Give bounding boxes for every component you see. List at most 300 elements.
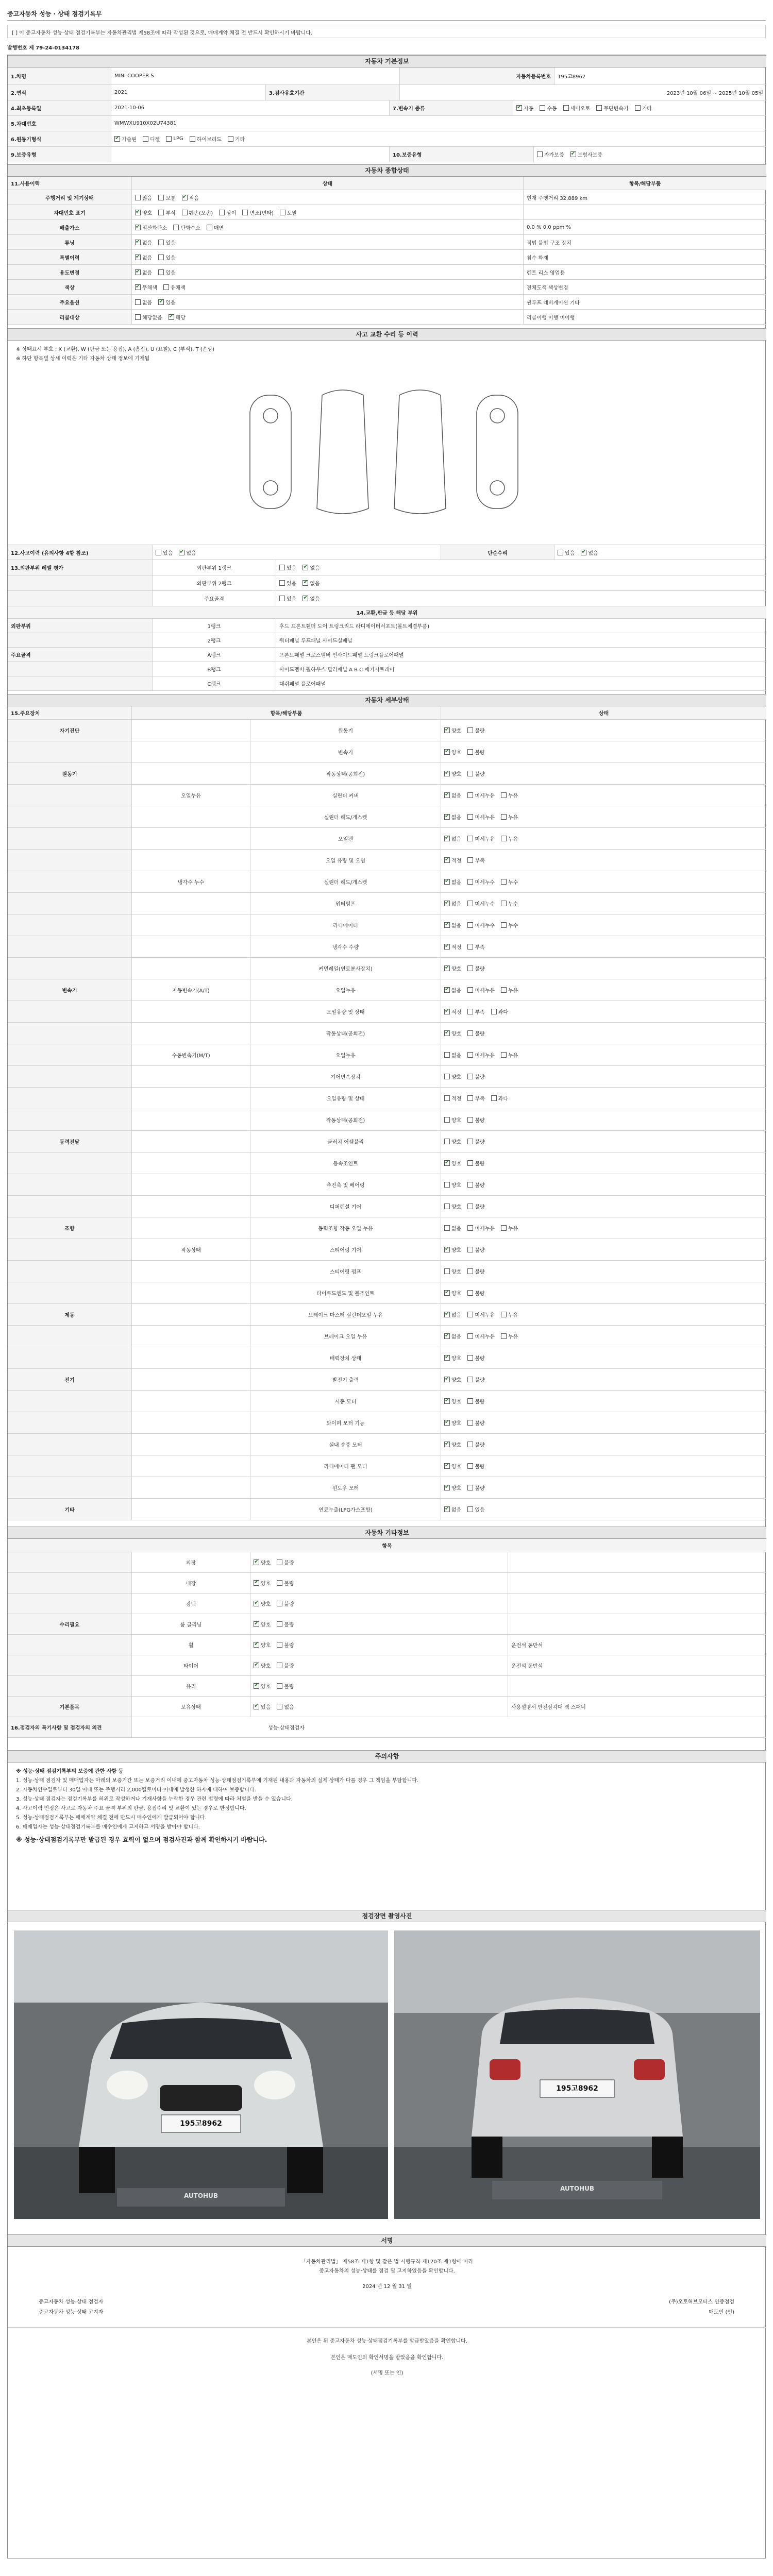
- checkbox-icon[interactable]: [444, 792, 450, 798]
- checkbox-option[interactable]: [501, 921, 518, 929]
- checkbox-icon[interactable]: [277, 1580, 282, 1586]
- checkbox-icon[interactable]: [303, 596, 308, 601]
- checkbox-icon[interactable]: [444, 1463, 450, 1469]
- checkbox-option[interactable]: [158, 194, 175, 201]
- checkbox-icon[interactable]: [158, 195, 164, 200]
- checkbox-option[interactable]: [467, 1462, 484, 1470]
- checkbox-icon[interactable]: [467, 857, 473, 863]
- checkbox-option[interactable]: [540, 104, 557, 112]
- checkbox-option[interactable]: [158, 298, 175, 306]
- checkbox-option[interactable]: [501, 791, 518, 799]
- checkbox-option[interactable]: [444, 1159, 461, 1167]
- checkbox-option[interactable]: [467, 1008, 484, 1015]
- checkbox-option[interactable]: [467, 1289, 484, 1297]
- checkbox-icon[interactable]: [444, 1074, 450, 1079]
- checkbox-option[interactable]: [135, 313, 162, 321]
- checkbox-option[interactable]: [467, 748, 484, 756]
- checkbox-icon[interactable]: [501, 901, 507, 906]
- checkbox-option[interactable]: [467, 921, 495, 929]
- checkbox-icon[interactable]: [444, 1355, 450, 1361]
- checkbox-option[interactable]: [444, 1202, 461, 1210]
- checkbox-option[interactable]: [467, 856, 484, 864]
- checkbox-option[interactable]: [537, 150, 564, 158]
- checkbox-icon[interactable]: [254, 1601, 259, 1606]
- checkbox-icon[interactable]: [501, 1333, 507, 1339]
- checkbox-icon[interactable]: [537, 151, 543, 157]
- checkbox-option[interactable]: [467, 1051, 495, 1059]
- checkbox-icon[interactable]: [444, 1312, 450, 1317]
- checkbox-icon[interactable]: [277, 1683, 282, 1689]
- checkbox-option[interactable]: [444, 1289, 461, 1297]
- checkbox-option[interactable]: [444, 1008, 461, 1015]
- checkbox-option[interactable]: [207, 224, 224, 231]
- checkbox-icon[interactable]: [467, 1117, 473, 1123]
- checkbox-icon[interactable]: [254, 1704, 259, 1709]
- checkbox-icon[interactable]: [444, 749, 450, 755]
- checkbox-option[interactable]: [501, 1332, 518, 1340]
- checkbox-option[interactable]: [467, 835, 495, 842]
- checkbox-option[interactable]: [444, 986, 461, 994]
- checkbox-icon[interactable]: [444, 922, 450, 928]
- checkbox-icon[interactable]: [444, 1398, 450, 1404]
- checkbox-icon[interactable]: [501, 792, 507, 798]
- checkbox-icon[interactable]: [444, 901, 450, 906]
- checkbox-label: 누유: [508, 1226, 518, 1232]
- checkbox-icon[interactable]: [516, 105, 522, 111]
- checkbox-option[interactable]: [277, 1620, 294, 1628]
- checkbox-icon[interactable]: [166, 136, 172, 142]
- checkbox-option[interactable]: [516, 104, 533, 112]
- checkbox-icon[interactable]: [444, 1030, 450, 1036]
- checkbox-option[interactable]: [135, 224, 167, 231]
- checkbox-icon[interactable]: [467, 1074, 473, 1079]
- checkbox-icon[interactable]: [444, 965, 450, 971]
- checkbox-icon[interactable]: [277, 1601, 282, 1606]
- checkbox-option[interactable]: [570, 150, 602, 158]
- checkbox-icon[interactable]: [444, 1377, 450, 1382]
- checkbox-option[interactable]: [114, 135, 137, 143]
- checkbox-icon[interactable]: [501, 987, 507, 993]
- checkbox-icon[interactable]: [491, 1009, 497, 1014]
- checkbox-option[interactable]: [467, 1440, 484, 1448]
- checkbox-icon[interactable]: [467, 1268, 473, 1274]
- checkbox-option[interactable]: [254, 1579, 271, 1587]
- checkbox-option[interactable]: [135, 268, 152, 276]
- checkbox-icon[interactable]: [467, 836, 473, 841]
- checkbox-icon[interactable]: [467, 1485, 473, 1490]
- checkbox-option[interactable]: [135, 239, 152, 246]
- checkbox-icon[interactable]: [467, 792, 473, 798]
- checkbox-option[interactable]: [143, 135, 160, 143]
- checkbox-option[interactable]: [467, 878, 495, 886]
- checkbox-icon[interactable]: [467, 1312, 473, 1317]
- checkbox-option[interactable]: [444, 1440, 461, 1448]
- checkbox-option[interactable]: [303, 595, 320, 602]
- checkbox-option[interactable]: [444, 1181, 461, 1189]
- checkbox-option[interactable]: [501, 813, 518, 821]
- checkbox-icon[interactable]: [467, 1204, 473, 1209]
- checkbox-option[interactable]: [467, 986, 495, 994]
- checkbox-icon[interactable]: [467, 1398, 473, 1404]
- checkbox-icon[interactable]: [135, 225, 141, 230]
- checkbox-icon[interactable]: [280, 210, 285, 215]
- checkbox-icon[interactable]: [558, 550, 563, 555]
- checkbox-icon[interactable]: [444, 879, 450, 885]
- checkbox-icon[interactable]: [254, 1683, 259, 1689]
- checkbox-icon[interactable]: [156, 550, 161, 555]
- checkbox-icon[interactable]: [467, 1333, 473, 1339]
- checkbox-icon[interactable]: [254, 1621, 259, 1627]
- checkbox-icon[interactable]: [207, 225, 212, 230]
- checkbox-icon[interactable]: [143, 136, 148, 142]
- checkbox-option[interactable]: [444, 1419, 461, 1427]
- checkbox-option[interactable]: [182, 194, 199, 201]
- checkbox-icon[interactable]: [135, 314, 141, 320]
- checkbox-icon[interactable]: [467, 771, 473, 776]
- checkbox-icon[interactable]: [444, 836, 450, 841]
- checkbox-option[interactable]: [467, 1354, 484, 1362]
- checkbox-icon[interactable]: [277, 1560, 282, 1565]
- checkbox-option[interactable]: [156, 549, 173, 556]
- checkbox-icon[interactable]: [135, 195, 141, 200]
- checkbox-icon[interactable]: [444, 1052, 450, 1058]
- checkbox-option[interactable]: [444, 900, 461, 907]
- checkbox-icon[interactable]: [114, 136, 120, 142]
- checkbox-option[interactable]: [303, 579, 320, 587]
- checkbox-option[interactable]: [444, 1505, 461, 1513]
- checkbox-option[interactable]: [444, 748, 461, 756]
- checkbox-icon[interactable]: [444, 1225, 450, 1231]
- checkbox-option[interactable]: [444, 1484, 461, 1492]
- checkbox-icon[interactable]: [444, 771, 450, 776]
- checkbox-icon[interactable]: [135, 284, 141, 290]
- checkbox-option[interactable]: [254, 1558, 271, 1566]
- checkbox-option[interactable]: [467, 770, 484, 777]
- checkbox-option[interactable]: [444, 1376, 461, 1383]
- checkbox-icon[interactable]: [444, 1160, 450, 1166]
- checkbox-option[interactable]: [444, 921, 461, 929]
- checkbox-icon[interactable]: [501, 814, 507, 820]
- checkbox-option[interactable]: [254, 1641, 271, 1649]
- checkbox-option[interactable]: [279, 564, 296, 571]
- checkbox-icon[interactable]: [467, 922, 473, 928]
- checkbox-icon[interactable]: [467, 944, 473, 950]
- checkbox-icon[interactable]: [444, 1009, 450, 1014]
- checkbox-option[interactable]: [135, 194, 152, 201]
- checkbox-option[interactable]: [158, 209, 175, 216]
- checkbox-icon[interactable]: [135, 269, 141, 275]
- checkbox-option[interactable]: [467, 791, 495, 799]
- checkbox-icon[interactable]: [158, 240, 164, 245]
- checkbox-option[interactable]: [444, 1246, 461, 1253]
- checkbox-option[interactable]: [279, 579, 296, 587]
- checkbox-icon[interactable]: [467, 1377, 473, 1382]
- checkbox-option[interactable]: [444, 1267, 461, 1275]
- checkbox-option[interactable]: [444, 1116, 461, 1124]
- checkbox-option[interactable]: [596, 104, 628, 112]
- checkbox-option[interactable]: [444, 835, 461, 842]
- checkbox-icon[interactable]: [277, 1663, 282, 1668]
- checkbox-icon[interactable]: [467, 901, 473, 906]
- checkbox-icon[interactable]: [190, 136, 195, 142]
- checkbox-option[interactable]: [501, 1311, 518, 1318]
- checkbox-option[interactable]: [563, 104, 591, 112]
- checkbox-icon[interactable]: [491, 1095, 497, 1101]
- checkbox-icon[interactable]: [467, 1442, 473, 1447]
- checkbox-option[interactable]: [467, 813, 495, 821]
- checkbox-icon[interactable]: [444, 1117, 450, 1123]
- checkbox-icon[interactable]: [444, 1139, 450, 1144]
- checkbox-option[interactable]: [444, 878, 461, 886]
- checkbox-icon[interactable]: [277, 1642, 282, 1648]
- checkbox-option[interactable]: [501, 900, 518, 907]
- checkbox-icon[interactable]: [444, 1268, 450, 1274]
- checkbox-option[interactable]: [467, 1073, 484, 1080]
- checkbox-icon[interactable]: [228, 136, 233, 142]
- checkbox-option[interactable]: [444, 1224, 461, 1232]
- checkbox-icon[interactable]: [467, 1355, 473, 1361]
- checkbox-option[interactable]: [467, 1419, 484, 1427]
- checkbox-option[interactable]: [444, 726, 461, 734]
- checkbox-option[interactable]: [190, 135, 222, 143]
- checkbox-option[interactable]: [135, 253, 152, 261]
- checkbox-icon[interactable]: [279, 565, 285, 570]
- checkbox-option[interactable]: [501, 1224, 518, 1232]
- checkbox-option[interactable]: [444, 856, 461, 864]
- checkbox-icon[interactable]: [444, 1506, 450, 1512]
- checkbox-option[interactable]: [158, 239, 175, 246]
- checkbox-icon[interactable]: [596, 105, 602, 111]
- checkbox-option[interactable]: [467, 1202, 484, 1210]
- checkbox-option[interactable]: [444, 1332, 461, 1340]
- checkbox-option[interactable]: [254, 1600, 271, 1607]
- checkbox-icon[interactable]: [158, 210, 164, 215]
- checkbox-icon[interactable]: [173, 225, 179, 230]
- checkbox-icon[interactable]: [444, 1420, 450, 1426]
- checkbox-option[interactable]: [501, 878, 518, 886]
- checkbox-option[interactable]: [467, 1484, 484, 1492]
- checkbox-icon[interactable]: [444, 1247, 450, 1252]
- checkbox-icon[interactable]: [467, 965, 473, 971]
- checkbox-option[interactable]: [635, 104, 652, 112]
- checkbox-icon[interactable]: [467, 727, 473, 733]
- checkbox-option[interactable]: [254, 1682, 271, 1690]
- checkbox-icon[interactable]: [179, 550, 184, 555]
- checkbox-option[interactable]: [467, 1397, 484, 1405]
- checkbox-icon[interactable]: [501, 1312, 507, 1317]
- checkbox-option[interactable]: [254, 1703, 271, 1710]
- checkbox-option[interactable]: [169, 313, 186, 321]
- checkbox-option[interactable]: [277, 1662, 294, 1669]
- checkbox-icon[interactable]: [444, 857, 450, 863]
- checkbox-option[interactable]: [467, 1138, 484, 1145]
- checkbox-option[interactable]: [182, 209, 213, 216]
- checkbox-icon[interactable]: [467, 1506, 473, 1512]
- checkbox-option[interactable]: [444, 791, 461, 799]
- checkbox-icon[interactable]: [467, 814, 473, 820]
- checkbox-option[interactable]: [467, 1224, 495, 1232]
- checkbox-option[interactable]: [135, 283, 157, 291]
- checkbox-icon[interactable]: [158, 255, 164, 260]
- checkbox-option[interactable]: [467, 1311, 495, 1318]
- checkbox-icon[interactable]: [242, 210, 248, 215]
- checkbox-option[interactable]: [444, 1051, 461, 1059]
- checkbox-icon[interactable]: [467, 1290, 473, 1296]
- checkbox-icon[interactable]: [540, 105, 545, 111]
- checkbox-option[interactable]: [467, 1246, 484, 1253]
- checkbox-option[interactable]: [444, 1029, 461, 1037]
- checkbox-option[interactable]: [280, 209, 297, 216]
- checkbox-option[interactable]: [173, 224, 200, 231]
- checkbox-icon[interactable]: [303, 565, 308, 570]
- checkbox-option[interactable]: [166, 136, 183, 142]
- checkbox-icon[interactable]: [158, 299, 164, 305]
- checkbox-option[interactable]: [444, 813, 461, 821]
- checkbox-icon[interactable]: [254, 1642, 259, 1648]
- checkbox-option[interactable]: [467, 1094, 484, 1102]
- checkbox-icon[interactable]: [254, 1560, 259, 1565]
- checkbox-icon[interactable]: [467, 1182, 473, 1188]
- checkbox-option[interactable]: [444, 770, 461, 777]
- checkbox-option[interactable]: [279, 595, 296, 602]
- checkbox-option[interactable]: [467, 726, 484, 734]
- checkbox-icon[interactable]: [467, 1420, 473, 1426]
- checkbox-icon[interactable]: [277, 1704, 282, 1709]
- checkbox-icon[interactable]: [467, 879, 473, 885]
- checkbox-option[interactable]: [467, 900, 495, 907]
- checkbox-option[interactable]: [158, 253, 175, 261]
- detail-item: 브레이크 오일 누유: [250, 1326, 441, 1347]
- checkbox-icon[interactable]: [277, 1621, 282, 1627]
- checkbox-option[interactable]: [444, 1073, 461, 1080]
- checkbox-icon[interactable]: [135, 210, 141, 215]
- checkbox-icon[interactable]: [467, 987, 473, 993]
- checkbox-option[interactable]: [581, 549, 598, 556]
- checkbox-option[interactable]: [444, 1311, 461, 1318]
- checkbox-option[interactable]: [254, 1662, 271, 1669]
- checkbox-icon[interactable]: [501, 1225, 507, 1231]
- checkbox-option[interactable]: [444, 1094, 461, 1102]
- checkbox-option[interactable]: [277, 1703, 294, 1710]
- checkbox-option[interactable]: [467, 1267, 484, 1275]
- checkbox-icon[interactable]: [182, 210, 188, 215]
- checkbox-option[interactable]: [491, 1094, 508, 1102]
- checkbox-option[interactable]: [277, 1600, 294, 1607]
- checkbox-option[interactable]: [467, 1505, 484, 1513]
- checkbox-option[interactable]: [254, 1620, 271, 1628]
- checkbox-icon[interactable]: [501, 836, 507, 841]
- checkbox-option[interactable]: [242, 209, 273, 216]
- checkbox-icon[interactable]: [467, 1225, 473, 1231]
- checkbox-option[interactable]: [501, 835, 518, 842]
- checkbox-option[interactable]: [277, 1579, 294, 1587]
- checkbox-icon[interactable]: [444, 987, 450, 993]
- checkbox-icon[interactable]: [467, 1463, 473, 1469]
- checkbox-icon[interactable]: [581, 550, 586, 555]
- checkbox-icon[interactable]: [467, 1160, 473, 1166]
- checkbox-option[interactable]: [277, 1682, 294, 1690]
- checkbox-icon[interactable]: [635, 105, 641, 111]
- checkbox-icon[interactable]: [467, 1009, 473, 1014]
- checkbox-option[interactable]: [135, 209, 152, 216]
- checkbox-option[interactable]: [444, 964, 461, 972]
- checkbox-option[interactable]: [467, 1116, 484, 1124]
- checkbox-option[interactable]: [444, 1462, 461, 1470]
- checkbox-option[interactable]: [467, 943, 484, 951]
- checkbox-icon[interactable]: [182, 195, 188, 200]
- checkbox-icon[interactable]: [279, 580, 285, 586]
- checkbox-icon[interactable]: [444, 1182, 450, 1188]
- checkbox-option[interactable]: [501, 986, 518, 994]
- checkbox-icon[interactable]: [444, 727, 450, 733]
- checkbox-option[interactable]: [444, 1138, 461, 1145]
- checkbox-option[interactable]: [444, 1354, 461, 1362]
- checkbox-icon[interactable]: [135, 240, 141, 245]
- checkbox-option[interactable]: [179, 549, 196, 556]
- checkbox-icon[interactable]: [444, 1095, 450, 1101]
- checkbox-icon[interactable]: [158, 269, 164, 275]
- checkbox-option[interactable]: [501, 1051, 518, 1059]
- checkbox-option[interactable]: [558, 549, 575, 556]
- checkbox-icon[interactable]: [219, 210, 225, 215]
- checkbox-icon[interactable]: [570, 151, 576, 157]
- checkbox-icon[interactable]: [467, 1030, 473, 1036]
- checkbox-icon[interactable]: [444, 1204, 450, 1209]
- checkbox-icon[interactable]: [467, 1052, 473, 1058]
- checkbox-option[interactable]: [467, 1376, 484, 1383]
- checkbox-icon[interactable]: [444, 814, 450, 820]
- checkbox-option[interactable]: [491, 1008, 508, 1015]
- checkbox-icon[interactable]: [163, 284, 169, 290]
- checkbox-icon[interactable]: [444, 1290, 450, 1296]
- checkbox-option[interactable]: [135, 298, 152, 306]
- checkbox-option[interactable]: [163, 283, 186, 291]
- checkbox-option[interactable]: [158, 268, 175, 276]
- checkbox-icon[interactable]: [135, 255, 141, 260]
- checkbox-icon[interactable]: [444, 944, 450, 950]
- checkbox-icon[interactable]: [563, 105, 569, 111]
- checkbox-icon[interactable]: [501, 922, 507, 928]
- checkbox-icon[interactable]: [279, 596, 285, 601]
- checkbox-icon[interactable]: [444, 1333, 450, 1339]
- checkbox-option[interactable]: [444, 1397, 461, 1405]
- checkbox-icon[interactable]: [169, 314, 174, 320]
- checkbox-icon[interactable]: [501, 1052, 507, 1058]
- checkbox-icon[interactable]: [467, 749, 473, 755]
- checkbox-icon[interactable]: [444, 1485, 450, 1490]
- checkbox-icon[interactable]: [467, 1139, 473, 1144]
- checkbox-option[interactable]: [303, 564, 320, 571]
- checkbox-icon[interactable]: [444, 1442, 450, 1447]
- checkbox-option[interactable]: [467, 964, 484, 972]
- checkbox-icon[interactable]: [254, 1663, 259, 1668]
- checkbox-option[interactable]: [277, 1558, 294, 1566]
- checkbox-option[interactable]: [467, 1181, 484, 1189]
- checkbox-icon[interactable]: [501, 879, 507, 885]
- checkbox-icon[interactable]: [467, 1247, 473, 1252]
- checkbox-option[interactable]: [228, 135, 245, 143]
- checkbox-icon[interactable]: [467, 1095, 473, 1101]
- checkbox-option[interactable]: [444, 943, 461, 951]
- checkbox-option[interactable]: [467, 1159, 484, 1167]
- checkbox-option[interactable]: [277, 1641, 294, 1649]
- checkbox-icon[interactable]: [303, 580, 308, 586]
- checkbox-icon[interactable]: [254, 1580, 259, 1586]
- checkbox-option[interactable]: [219, 209, 236, 216]
- checkbox-icon[interactable]: [135, 299, 141, 305]
- checkbox-option[interactable]: [467, 1029, 484, 1037]
- checkbox-option[interactable]: [467, 1332, 495, 1340]
